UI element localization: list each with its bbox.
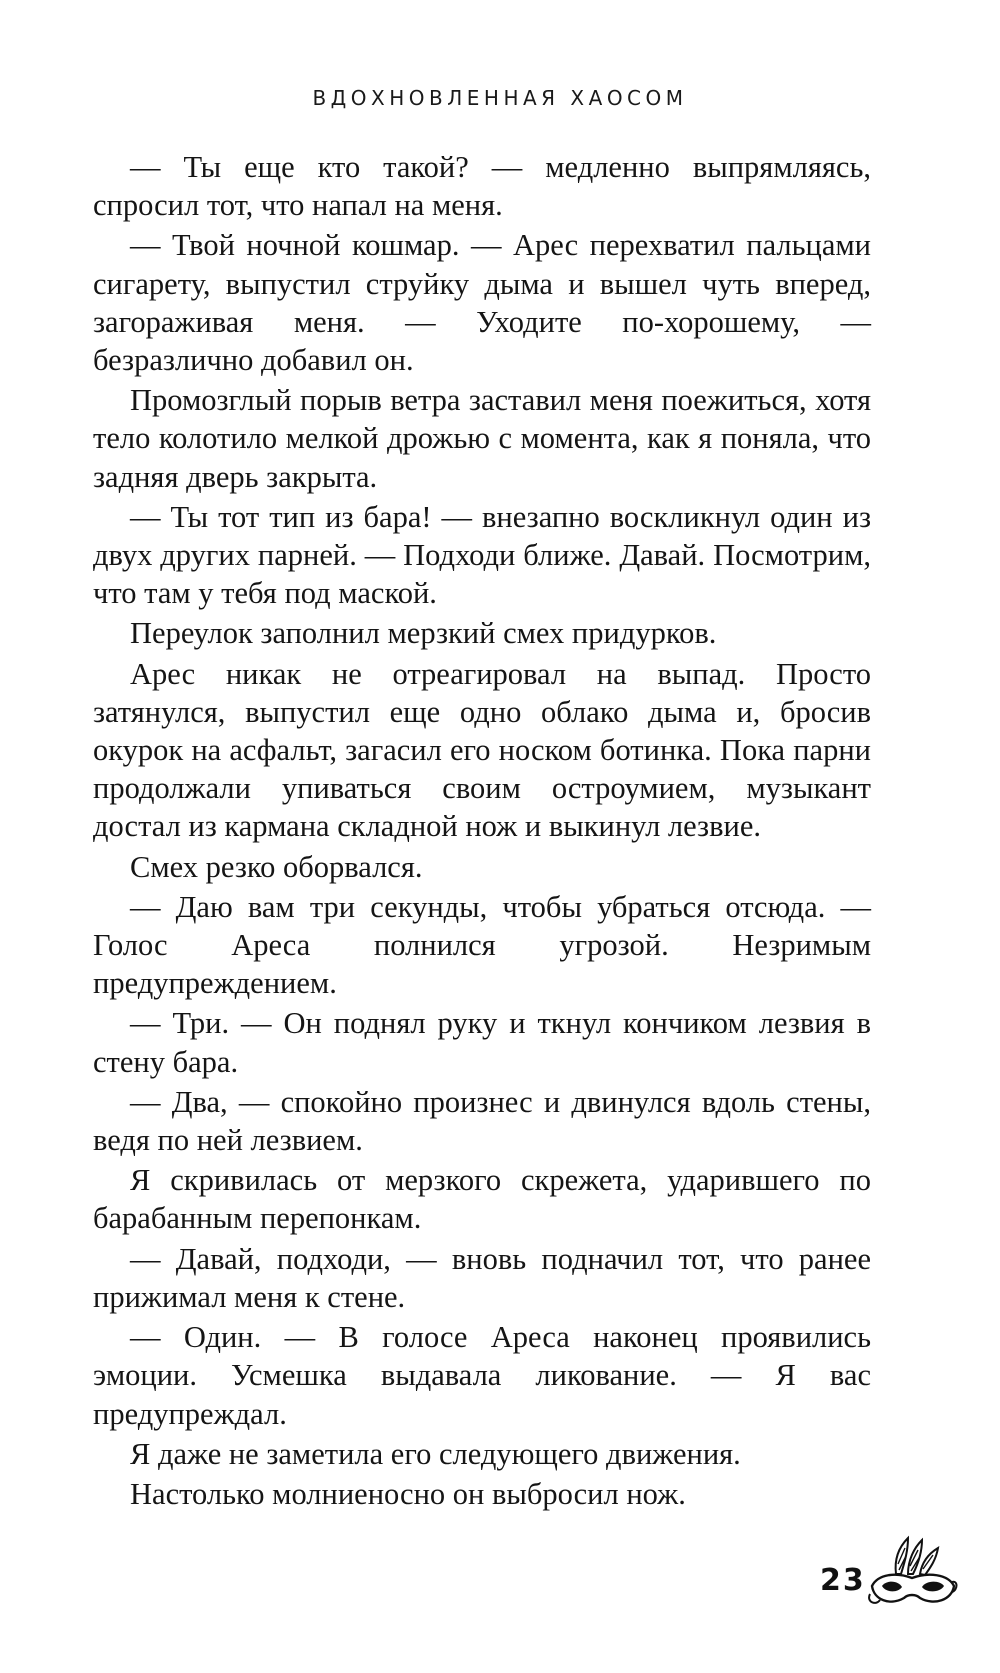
paragraph: Настолько молниеносно он выбросил нож. xyxy=(130,1476,686,1511)
paragraph: — Ты еще кто такой? — медленно выпрямляясь, спросил тот, что напал на меня. xyxy=(93,150,871,223)
paragraph: — Ты тот тип из бара! — внезапно воскликнул один из двух других парней. — Подходи ближе. Давай. Посмотрим, что там у тебя под маской. xyxy=(93,499,871,611)
paragraph: Я даже не заметила его следующего движения. xyxy=(130,1436,741,1471)
paragraph: Промозглый порыв ветра заставил меня поежиться, хотя тело колотило мелкой дрожью с момента, как я поняла, что задняя дверь закрыта. xyxy=(93,383,871,494)
paragraph: — Даю вам три секунды, чтобы убраться отсюда. — Голос Ареса полнился угрозой. Незримым предупреждением. xyxy=(93,889,871,1001)
body-text xyxy=(93,148,871,1515)
paragraph: — Два, — спокойно произнес и двинулся вдоль стены, ведя по ней лезвием. xyxy=(93,1084,871,1158)
paragraph: Переулок заполнил мерзкий смех придурков. xyxy=(130,616,717,651)
running-title: ВДОХНОВЛЕННАЯ ХАОСОМ xyxy=(312,86,688,110)
paragraph: Смех резко оборвался. xyxy=(130,849,423,884)
mask-ornament-icon xyxy=(868,1534,958,1608)
paragraph: Я скривилась от мерзкого скрежета, ударившего по барабанным перепонкам. xyxy=(93,1163,871,1236)
paragraph: — Три. — Он поднял руку и ткнул кончиком лезвия в стену бара. xyxy=(93,1006,871,1079)
paragraph: Арес никак не отреагировал на выпад. Просто затянулся, выпустил еще одно облако дыма и, бросив окурок на асфальт, загасил его носком ботинка. Пока парни продолжали упиваться своим остроумием, музыкант достал из кармана складной нож и выкинул лезвие. xyxy=(93,656,871,844)
paragraph: — Твой ночной кошмар. — Арес перехватил пальцами сигарету, выпустил струйку дыма и вышел чуть вперед, загораживая меня. — Уходите по-хорошему, — безразлично добавил он. xyxy=(93,228,871,378)
paragraph: — Один. — В голосе Ареса наконец проявились эмоции. Усмешка выдавала ликование. — Я вас предупреждал. xyxy=(93,1320,871,1431)
paragraph: — Давай, подходи, — вновь подначил тот, что ранее прижимал меня к стене. xyxy=(93,1241,871,1314)
page-number: 23 xyxy=(820,1563,866,1598)
